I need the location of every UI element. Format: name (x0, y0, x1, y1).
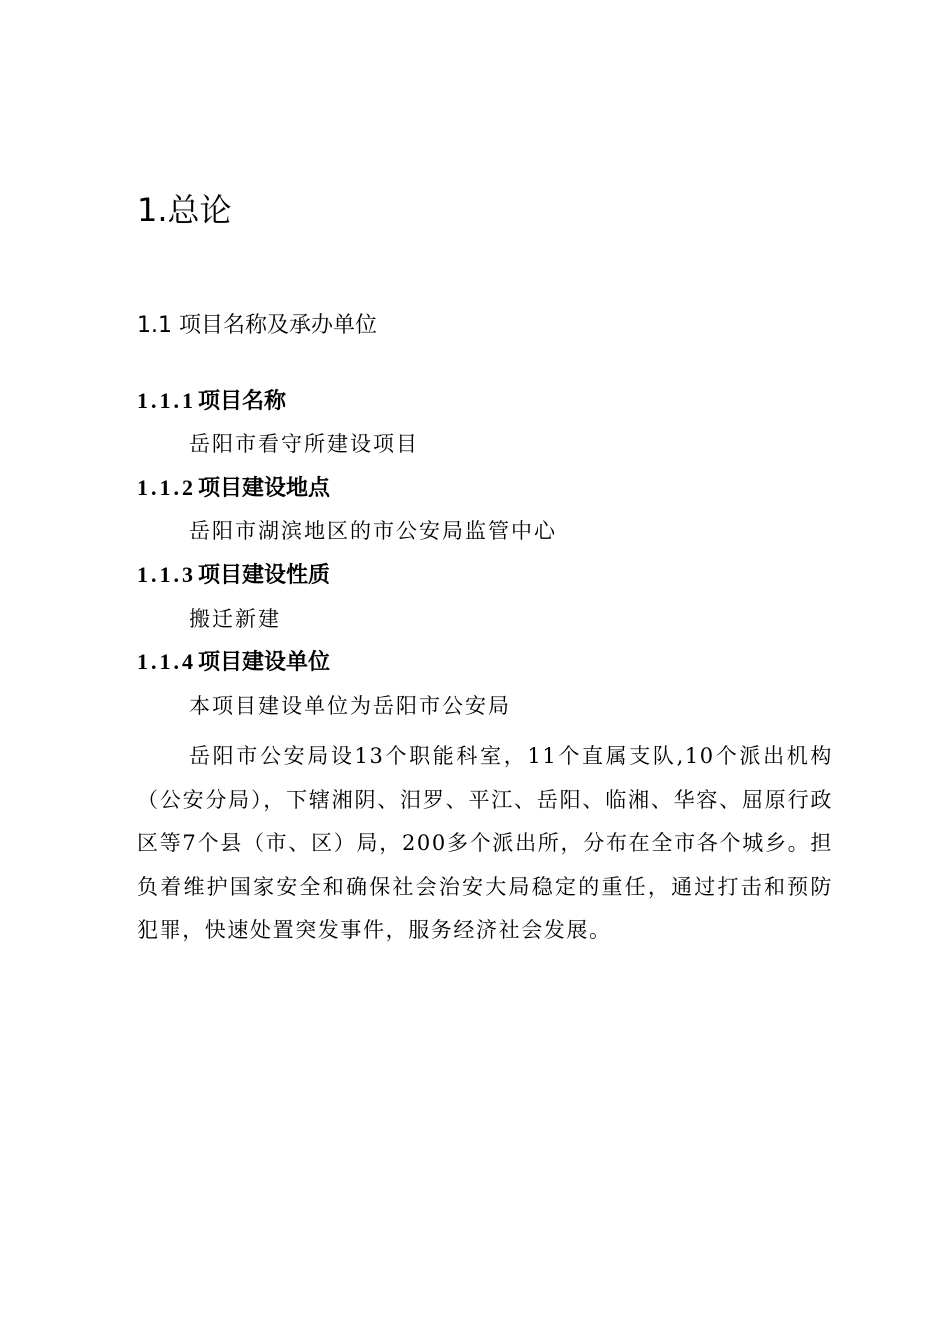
subsection-number: 1.1.2 (137, 475, 196, 500)
section-title: 1.1 项目名称及承办单位 (137, 313, 377, 338)
subsection-heading-1-1-2 (137, 473, 330, 504)
subsection-number: 1.1.3 (137, 562, 196, 587)
subsection-heading-1-1-1 (137, 386, 286, 417)
subsection-number: 1.1.1 (137, 388, 196, 413)
subsection-heading-1-1-3 (137, 560, 330, 591)
subsection-number: 1.1.4 (137, 649, 196, 674)
subsection-content-unit: 本项目建设单位为岳阳市公安局 (189, 694, 511, 718)
subsection-content-nature: 搬迁新建 (189, 607, 281, 631)
subsection-title: 项目建设单位 (198, 650, 331, 675)
chapter-title: 1.总论 (137, 191, 232, 229)
subsection-title: 项目建设性质 (198, 563, 331, 588)
subsection-content-location: 岳阳市湖滨地区的市公安局监管中心 (189, 519, 557, 543)
subsection-title: 项目名称 (198, 389, 287, 414)
subsection-title: 项目建设地点 (198, 476, 331, 501)
body-paragraph: 岳阳市公安局设13个职能科室，11个直属支队,10个派出机构（公安分局），下辖湘阴、汨罗、平江、岳阳、临湘、华容、屈原行政区等7个县（市、区）局，200多个派出所，分布在全市各个城乡。担负着维护国家安全和确保社会治安大局稳定的重任，通过打击和预防犯罪，快速处置突发事件，服务经济社会发展。 (137, 744, 833, 943)
subsection-heading-1-1-4 (137, 647, 330, 678)
subsection-content-project-name: 岳阳市看守所建设项目 (189, 432, 419, 456)
